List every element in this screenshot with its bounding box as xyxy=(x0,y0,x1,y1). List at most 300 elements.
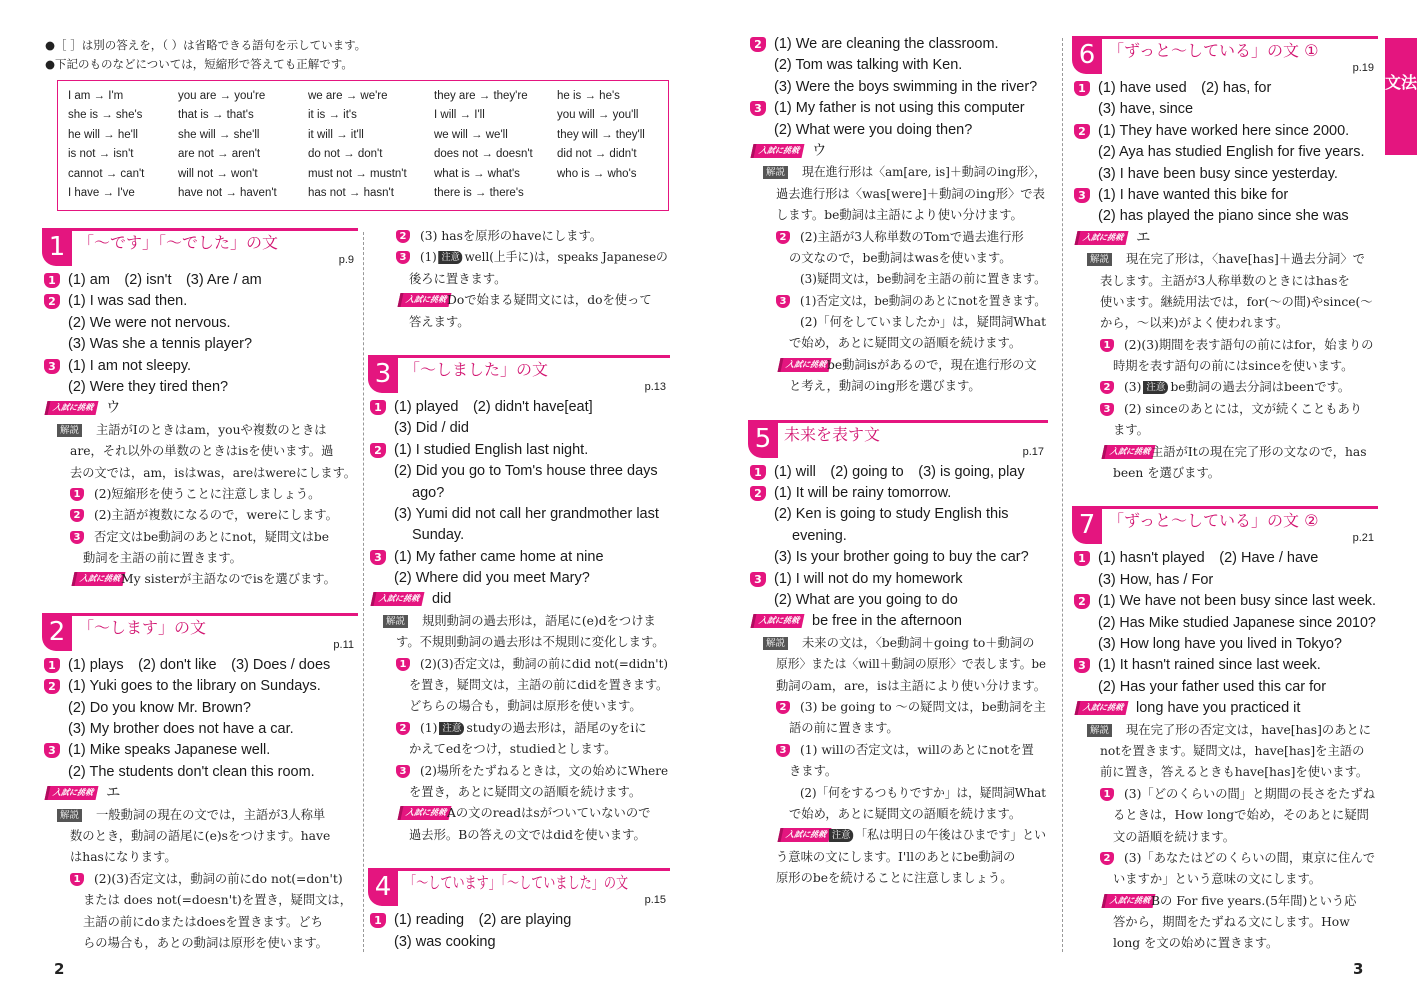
section-header xyxy=(1072,14,1378,78)
column-4 xyxy=(1072,14,1378,955)
line-text xyxy=(774,569,963,590)
line-content: (1) My father is not using this computer xyxy=(774,100,1025,117)
section-header xyxy=(1072,484,1378,548)
line-content: (1) willの否定文は，willのあとにnotを置 xyxy=(800,742,1034,757)
line-content: を置き，あとに疑問文の語順を続けます。 xyxy=(409,784,642,799)
line-text xyxy=(1098,570,1213,591)
line-text xyxy=(827,355,1037,376)
contraction-column xyxy=(308,87,407,203)
question-number-badge: 2 xyxy=(396,722,410,735)
line-text xyxy=(1124,848,1375,869)
answer-line xyxy=(368,504,670,525)
question-number-badge: 3 xyxy=(396,251,410,264)
answer-line xyxy=(1072,762,1378,783)
answer-line xyxy=(748,98,1048,119)
answer-line xyxy=(1072,805,1378,826)
line-text xyxy=(420,718,647,739)
line-content: らの場合も，あとの動詞は原形を使います。 xyxy=(83,935,328,950)
line-content: (1) reading (2) are playing xyxy=(394,912,572,929)
line-text xyxy=(68,655,330,676)
question-number-badge: 2 xyxy=(370,443,386,458)
line-text xyxy=(68,377,228,398)
answer-line xyxy=(42,463,358,484)
line-text xyxy=(68,334,252,355)
section-title: 「ずっと～している」の文 ② xyxy=(1108,511,1319,531)
answer-line xyxy=(748,55,1048,76)
section-title: 「～です」「～でした」の文 xyxy=(78,233,279,252)
line-text xyxy=(1113,805,1369,826)
line-content: (3) was cooking xyxy=(394,933,496,950)
line-text xyxy=(412,483,444,504)
line-text xyxy=(1113,420,1149,441)
line-text xyxy=(83,890,352,911)
answer-line xyxy=(368,290,670,311)
line-content: (1) have used (2) has, for xyxy=(1098,80,1272,96)
line-text xyxy=(1113,912,1350,933)
line-text xyxy=(422,611,656,632)
contraction-cell: you will → you'll xyxy=(557,109,639,122)
answer-line xyxy=(42,933,358,954)
line-text xyxy=(776,676,1046,697)
question-number-badge: 3 xyxy=(776,295,790,308)
section-number: 2 xyxy=(42,613,72,651)
answer-line xyxy=(42,783,358,804)
question-number-badge: 2 xyxy=(44,294,60,309)
nyushi-challenge-badge: 入試に挑戦 xyxy=(398,806,452,820)
section-title: 「～しました」の文 xyxy=(404,359,549,379)
contraction-cell: are not → aren't xyxy=(178,148,261,161)
line-text xyxy=(396,632,665,653)
answer-line xyxy=(42,441,358,462)
line-content: 前に置き，答えるときもhave[has]を使います。 xyxy=(1100,765,1369,780)
answer-line xyxy=(748,227,1048,248)
contraction-cell: we are → we're xyxy=(308,90,388,102)
line-text xyxy=(409,269,506,290)
answer-line xyxy=(42,548,358,569)
answer-line xyxy=(1072,912,1378,933)
line-text xyxy=(800,740,1034,761)
line-content: (2) We were not nervous. xyxy=(68,314,231,331)
answer-line xyxy=(748,825,1048,846)
question-number-badge: 3 xyxy=(750,101,766,116)
answer-line xyxy=(368,312,670,333)
answer-line xyxy=(42,334,358,355)
answer-line xyxy=(748,205,1048,226)
answer-line xyxy=(42,655,358,676)
line-text xyxy=(96,805,325,826)
line-content: 動詞を主語の前に置きます。 xyxy=(83,551,242,566)
line-text xyxy=(420,761,668,782)
answer-line xyxy=(42,356,358,377)
line-content: Bの For five years.(5年間)という応 xyxy=(1151,893,1357,908)
line-text xyxy=(800,312,1046,333)
line-content: かえてedをつけ，studiedとします。 xyxy=(409,742,617,757)
kaisetsu-badge: 解説 xyxy=(1087,724,1112,737)
answer-line xyxy=(368,675,670,696)
line-content: Aの文のreadはsがついていないので xyxy=(447,806,651,821)
page-reference: p.11 xyxy=(333,638,354,651)
answer-line xyxy=(368,632,670,653)
line-text xyxy=(94,869,343,890)
line-content: (2) Do you know Mr. Brown? xyxy=(68,699,251,716)
line-text xyxy=(409,696,642,717)
answer-line xyxy=(368,611,670,632)
answer-line xyxy=(368,825,670,846)
answer-line xyxy=(368,803,670,824)
line-text xyxy=(409,825,646,846)
line-content: (1) Yuki goes to the library on Sundays. xyxy=(68,678,321,695)
contraction-cell: it is → it's xyxy=(308,109,357,122)
line-text xyxy=(394,547,604,568)
line-text xyxy=(1098,613,1376,634)
line-content: (2) Where did you meet Mary? xyxy=(394,570,590,587)
answer-line xyxy=(748,547,1048,568)
line-text xyxy=(70,441,333,462)
answer-line xyxy=(748,740,1048,761)
line-text xyxy=(1098,121,1349,142)
line-content: 動詞のam，are，isは主語により使い分けます。 xyxy=(776,678,1047,693)
section-header xyxy=(748,398,1048,462)
line-text xyxy=(106,783,121,804)
line-content: (1) I have wanted this bike for xyxy=(1098,186,1289,203)
line-content: (1) It hasn't rained since last week. xyxy=(1098,657,1321,674)
question-number-badge: 1 xyxy=(44,273,60,288)
contraction-cell: it will → it'll xyxy=(308,128,364,141)
answer-line xyxy=(368,226,670,247)
answer-line xyxy=(368,525,670,546)
answer-line xyxy=(368,761,670,782)
line-text xyxy=(394,440,588,461)
answer-line xyxy=(748,847,1048,868)
line-content: (2) The students don't clean this room. xyxy=(68,763,315,780)
answer-line xyxy=(42,847,358,868)
answer-line xyxy=(368,589,670,610)
answer-line xyxy=(748,291,1048,312)
header-rule xyxy=(1072,36,1378,39)
line-content: 後ろに置きます。 xyxy=(409,271,507,286)
line-content: (3) be going to ～の疑問文は，be動詞を主 xyxy=(800,699,1046,714)
page-reference: p.17 xyxy=(1022,445,1044,458)
answer-line xyxy=(1072,698,1378,719)
line-text xyxy=(1098,142,1365,163)
answer-line xyxy=(1072,142,1378,163)
line-text xyxy=(802,162,1046,183)
section-header xyxy=(368,846,670,910)
answer-line xyxy=(42,912,358,933)
line-text xyxy=(776,184,1045,205)
line-content: はhasになります。 xyxy=(70,850,177,865)
contraction-table xyxy=(57,80,669,211)
line-content: 表します。主語が3人称単数のときにはhasを xyxy=(1100,273,1350,288)
answer-line xyxy=(1072,869,1378,890)
answer-line xyxy=(748,783,1048,804)
line-text xyxy=(1113,869,1321,890)
answer-line xyxy=(368,483,670,504)
line-content: 原形のbeを続けることに注意しましょう。 xyxy=(776,871,1013,886)
line-text xyxy=(800,291,1046,312)
line-text xyxy=(776,654,1046,675)
line-text xyxy=(409,675,668,696)
line-content: 否定文はbe動詞のあとにnot，疑問文はbe xyxy=(94,529,330,544)
line-content: 主語の前にdoまたはdoesを置きます。どち xyxy=(83,914,323,929)
line-content: 主語がItの現在完了形の文なので，has xyxy=(1151,444,1367,459)
answer-line xyxy=(368,718,670,739)
line-text xyxy=(789,804,1021,825)
answer-line xyxy=(1072,591,1378,612)
kaisetsu-badge: 解説 xyxy=(1087,253,1112,266)
answer-line xyxy=(748,526,1048,547)
question-number-badge: 1 xyxy=(70,873,84,886)
nyushi-challenge-badge: 入試に挑戦 xyxy=(45,401,99,415)
answer-line xyxy=(1072,442,1378,463)
answer-line xyxy=(42,740,358,761)
answer-line xyxy=(748,697,1048,718)
question-number-badge: 3 xyxy=(44,359,60,374)
contraction-cell: did not → didn't xyxy=(557,148,637,161)
page-reference: p.13 xyxy=(644,380,666,393)
line-text xyxy=(1151,891,1356,912)
answer-line xyxy=(1072,827,1378,848)
answer-line xyxy=(42,484,358,505)
page-number-right: 3 xyxy=(1353,960,1364,978)
contraction-cell: have not → haven't xyxy=(178,186,277,199)
line-content: (3) Did / did xyxy=(394,420,469,437)
note-brackets: ●［ ］は別の答えを，（ ）は省略できる語句を示しています。 xyxy=(45,38,367,52)
column-divider xyxy=(1062,38,1063,952)
line-content: (2)(3)否定文は，動詞の前にdid not(=didn't) xyxy=(420,656,668,671)
line-text xyxy=(394,397,593,418)
column-divider xyxy=(363,232,364,952)
line-content: (3) How, has / For xyxy=(1098,571,1214,588)
question-number-badge: 1 xyxy=(1074,81,1090,96)
answer-line xyxy=(748,269,1048,290)
line-content: の文なので，be動詞はwasを使います。 xyxy=(789,250,1012,265)
line-content: を置き，疑問文は，主語の前にdidを置きます。 xyxy=(409,678,669,693)
contraction-cell: she will → she'll xyxy=(178,128,260,141)
contraction-cell: will not → won't xyxy=(178,167,258,180)
question-number-badge: 3 xyxy=(750,572,766,587)
line-content: studyの過去形は，語尾のyをiに xyxy=(466,720,647,735)
nyushi-challenge-badge: 入試に挑戦 xyxy=(72,572,126,586)
line-text xyxy=(94,505,338,526)
line-content: (1) will (2) going to (3) is going, play xyxy=(774,463,1025,480)
section-title: 未来を表す文 xyxy=(784,424,881,444)
line-text xyxy=(812,611,962,632)
answer-line xyxy=(748,162,1048,183)
answer-line xyxy=(748,611,1048,632)
line-content: (1) I will not do my homework xyxy=(774,570,963,587)
contraction-column xyxy=(434,87,533,203)
line-content: るときは，How longで始め，そのあとに疑問 xyxy=(1113,808,1369,823)
question-number-badge: 1 xyxy=(370,913,386,928)
line-content: きます。 xyxy=(789,764,838,779)
line-content: Doで始まる疑問文には，doを使って xyxy=(447,293,652,308)
line-text xyxy=(420,247,668,268)
answer-line xyxy=(1072,185,1378,206)
line-content: (3) Was she a tennis player? xyxy=(68,336,253,353)
line-text xyxy=(1100,292,1373,313)
section-title: 「～します」の文 xyxy=(78,617,207,637)
line-content: 現在進行形は〈am[are, is]＋動詞のing形〉， xyxy=(802,165,1047,180)
line-content: 「私は明日の午後はひまです」とい xyxy=(855,828,1047,843)
line-content: (2)主語が3人称単数のTomで過去進行形 xyxy=(800,229,1024,244)
answer-line xyxy=(368,418,670,439)
contraction-cell: must not → mustn't xyxy=(308,167,407,180)
page-number-left: 2 xyxy=(54,960,65,978)
line-text xyxy=(394,418,469,439)
line-content: いますか」という意味の文にします。 xyxy=(1113,872,1322,887)
page-reference: p.19 xyxy=(1352,62,1374,74)
answer-line xyxy=(368,397,670,418)
answer-line xyxy=(42,869,358,890)
kaisetsu-badge: 解説 xyxy=(383,615,408,628)
line-content: are，それ以外の単数のときはisを使います。過 xyxy=(70,444,334,459)
line-content: エ xyxy=(106,785,121,802)
line-text xyxy=(1151,442,1367,463)
line-content: (2)短縮形を使うことに注意しましょう。 xyxy=(94,486,321,501)
kaisetsu-badge: 解説 xyxy=(57,809,82,822)
line-text xyxy=(121,569,336,590)
line-content: ago? xyxy=(412,484,445,501)
line-content: (1) Mike speaks Japanese well. xyxy=(68,742,271,759)
answer-line xyxy=(42,826,358,847)
answer-line xyxy=(748,676,1048,697)
line-text xyxy=(774,483,951,504)
contraction-cell: you are → you're xyxy=(178,90,266,102)
line-content: (1) We are cleaning the classroom. xyxy=(774,36,999,52)
nyushi-challenge-badge: 入試に挑戦 xyxy=(751,144,805,158)
line-text xyxy=(1124,399,1362,420)
line-content: どちらの場合も，動詞は原形を使います。 xyxy=(409,699,642,714)
contraction-cell: there is → there's xyxy=(434,186,524,199)
page-reference: p.21 xyxy=(1352,532,1374,545)
answer-line xyxy=(1072,249,1378,270)
answer-line xyxy=(42,762,358,783)
contraction-cell: we will → we'll xyxy=(434,128,508,141)
question-number-badge: 2 xyxy=(1100,381,1114,394)
line-text xyxy=(789,333,1021,354)
answer-line xyxy=(748,804,1048,825)
nyushi-challenge-badge: 入試に挑戦 xyxy=(398,293,452,307)
line-content: (1) played (2) didn't have[eat] xyxy=(394,398,593,415)
contraction-cell: do not → don't xyxy=(308,148,383,161)
line-text xyxy=(1100,271,1350,292)
line-content: (3) How long have you lived in Tokyo? xyxy=(1098,635,1342,652)
contraction-cell: has not → hasn't xyxy=(308,186,394,199)
answer-line xyxy=(1072,121,1378,142)
line-text xyxy=(409,782,641,803)
kaisetsu-badge: 解説 xyxy=(763,637,788,650)
line-content: (2)「何をしていましたか」は，疑問詞What xyxy=(800,315,1047,330)
answer-line xyxy=(748,761,1048,782)
page-reference: p.15 xyxy=(644,894,666,907)
line-text xyxy=(1113,463,1220,484)
answer-line xyxy=(748,868,1048,889)
section-number: 1 xyxy=(42,228,72,266)
answer-line xyxy=(748,312,1048,333)
contraction-cell: she is → she's xyxy=(68,109,143,122)
nyushi-challenge-badge: 入試に挑戦 xyxy=(751,614,805,628)
caution-badge: 注意 xyxy=(829,829,853,842)
line-text xyxy=(394,568,590,589)
line-text xyxy=(789,761,837,782)
question-number-badge: 3 xyxy=(70,531,84,544)
nyushi-challenge-badge: 入試に挑戦 xyxy=(1075,701,1129,715)
question-number-badge: 2 xyxy=(776,231,790,244)
line-text xyxy=(802,633,1034,654)
answer-line xyxy=(1072,548,1378,569)
contraction-cell: they will → they'll xyxy=(557,128,645,141)
contraction-cell: I will → I'll xyxy=(434,109,485,122)
item-number: (1) xyxy=(420,720,438,735)
line-text xyxy=(800,783,1046,804)
line-content: (2)(3)否定文は，動詞の前にdo not(=don't) xyxy=(94,871,343,886)
answer-line xyxy=(1072,420,1378,441)
line-content: と考え，動詞のing形を選びます。 xyxy=(789,379,981,394)
side-tab-grammar[interactable]: 文法 xyxy=(1385,38,1417,155)
contraction-cell: he is → he's xyxy=(557,90,620,102)
section-number: 4 xyxy=(368,868,398,906)
line-content: did xyxy=(432,591,452,608)
line-content: 去の文では，am，isはwas，areはwereにします。 xyxy=(70,465,357,480)
line-text xyxy=(420,654,668,675)
line-content: (2) Aya has studied English for five years. xyxy=(1098,144,1365,161)
line-content: been を選びます。 xyxy=(1113,466,1221,481)
answer-line xyxy=(748,355,1048,376)
line-text xyxy=(1098,655,1321,676)
nyushi-challenge-badge: 入試に挑戦 xyxy=(371,592,425,606)
section-title: 「ずっと～している」の文 ① xyxy=(1108,41,1319,60)
caution-badge: 注意 xyxy=(1143,381,1168,394)
answer-line xyxy=(748,248,1048,269)
line-text xyxy=(68,762,315,783)
line-content: (2) Ken is going to study English this xyxy=(774,506,1009,523)
section-number: 5 xyxy=(748,420,778,458)
contraction-cell: they are → they're xyxy=(434,90,528,102)
answer-line xyxy=(1072,613,1378,634)
line-content: be動詞の過去分詞はbeenです。 xyxy=(1170,380,1351,395)
section-number: 7 xyxy=(1072,506,1102,544)
question-number-badge: 3 xyxy=(776,744,790,757)
line-content: 答から，期間をたずねる文にします。How xyxy=(1113,915,1350,930)
answer-line xyxy=(1072,206,1378,227)
line-content: または does not(=doesn't)を置き，疑問文は， xyxy=(83,893,353,908)
note-contractions: ●下記のものなどについては，短縮形で答えても正解です。 xyxy=(45,57,353,71)
answer-line xyxy=(748,141,1048,162)
line-text xyxy=(774,547,1029,568)
line-content: 使います。継続用法では，for(～の間)やsince(～ xyxy=(1100,294,1373,309)
question-number-badge: 1 xyxy=(1100,788,1114,801)
line-content: (3) have, since xyxy=(1098,101,1194,118)
contraction-cell: what is → what's xyxy=(434,167,520,180)
column-2 xyxy=(368,226,670,953)
answer-line xyxy=(1072,164,1378,185)
line-text xyxy=(774,98,1025,119)
answer-line xyxy=(748,462,1048,483)
answer-line xyxy=(42,377,358,398)
line-content: 規則動詞の過去形は，語尾に(e)dをつけま xyxy=(422,613,656,628)
line-content: で始め，あとに疑問文の語順を続けます。 xyxy=(789,806,1022,821)
line-content: (1) My father came home at nine xyxy=(394,548,604,565)
line-content: (3)疑問文は，be動詞を主語の前に置きます。 xyxy=(800,272,1047,287)
answer-line xyxy=(1072,356,1378,377)
question-number-badge: 1 xyxy=(750,465,766,480)
answer-line xyxy=(42,890,358,911)
section-number: 6 xyxy=(1072,36,1102,74)
answer-line xyxy=(748,590,1048,611)
line-content: う意味の文にします。I'llのあとにbe動詞の xyxy=(776,849,1016,864)
line-content: (1) I studied English last night. xyxy=(394,441,589,458)
